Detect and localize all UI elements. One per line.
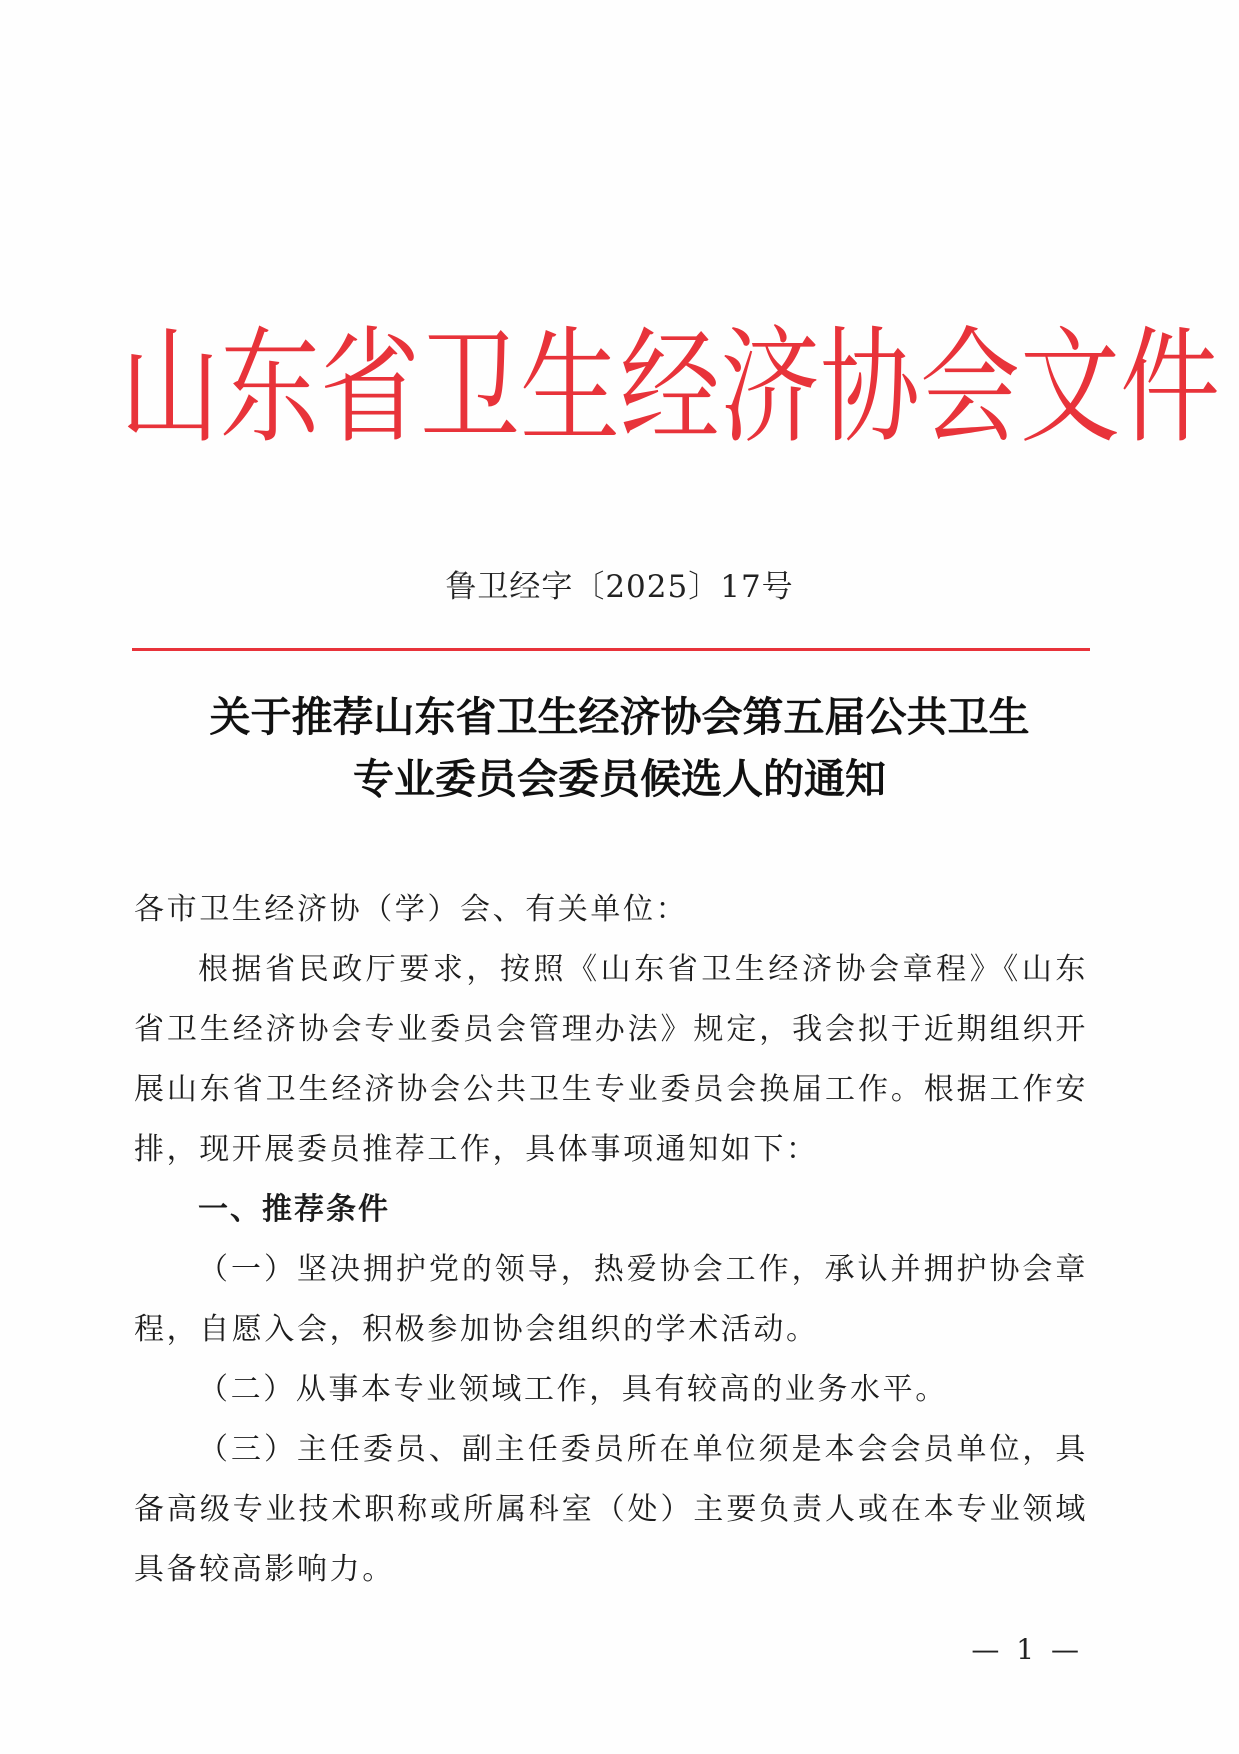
condition-item-3: （三）主任委员、副主任委员所在单位须是本会会员单位，具备高级专业技术职称或所属科室（处）主要负责人或在本专业领域具备较高影响力。	[134, 1432, 1088, 1587]
notice-body	[134, 880, 1088, 1600]
intro-paragraph: 根据省民政厅要求，按照《山东省卫生经济协会章程》《山东省卫生经济协会专业委员会管理办法》规定，我会拟于近期组织开展山东省卫生经济协会公共卫生专业委员会换届工作。根据工作安排，现开展委员推荐工作，具体事项通知如下：	[134, 952, 1088, 1167]
document-number: 鲁卫经字〔2025〕17号	[445, 569, 794, 605]
condition-item-1: （一）坚决拥护党的领导，热爱协会工作，承认并拥护协会章程，自愿入会，积极参加协会组织的学术活动。	[134, 1252, 1088, 1347]
notice-title-line-2: 专业委员会委员候选人的通知	[353, 755, 886, 803]
org-header-title: 山东省卫生经济协会文件	[120, 314, 1220, 461]
salutation: 各市卫生经济协（学）会、有关单位：	[134, 892, 689, 927]
red-divider-line	[132, 648, 1090, 651]
condition-item-2: （二）从事本专业领域工作，具有较高的业务水平。	[198, 1372, 948, 1407]
page-number: — 1 —	[971, 1633, 1083, 1666]
section-heading-1: 一、推荐条件	[198, 1192, 390, 1227]
notice-title-line-1: 关于推荐山东省卫生经济协会第五届公共卫生	[209, 693, 1030, 741]
